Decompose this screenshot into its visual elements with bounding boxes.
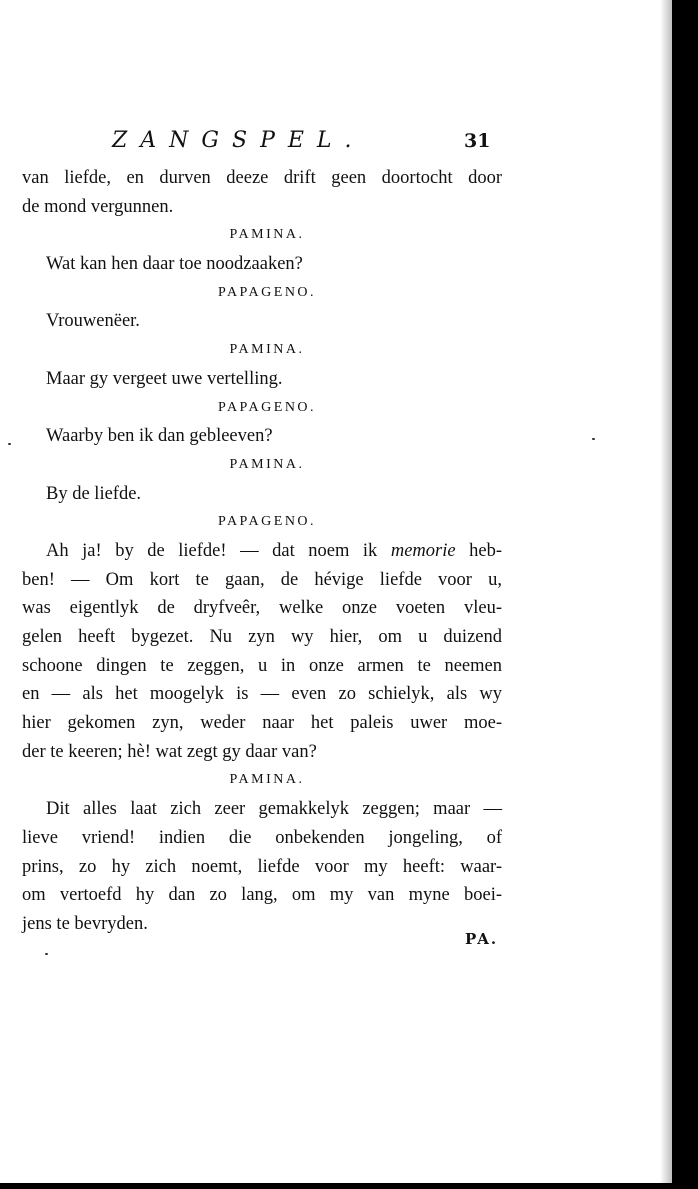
speaker-name: PAPAGENO. [217, 399, 317, 415]
text-line: Maar gy vergeet uwe vertelling. [46, 368, 283, 389]
text-line: ben! — Om kort te gaan, de hévige liefde voor u, [22, 569, 502, 590]
body-text [22, 164, 502, 939]
text-line: der te keeren; hè! wat zegt gy daar van? [22, 741, 317, 762]
text-line: was eigentlyk de dryfveêr, welke onze voeten vleu- [22, 598, 502, 619]
text-line: de mond vergunnen. [22, 196, 174, 217]
text-line: Wat kan hen daar toe noodzaaken? [46, 254, 303, 275]
text-line: gelen heeft bygezet. Nu zyn wy hier, om u duizend [22, 627, 502, 647]
text-line: van liefde, en durven deeze drift geen doortocht door [22, 168, 502, 188]
page-number: 31 [464, 130, 491, 152]
scan-edge-shadow [672, 0, 698, 1189]
text-line: Vrouwenëer. [46, 311, 140, 332]
speaker-name: PAPAGENO. [217, 284, 317, 300]
text-line: Waarby ben ik dan gebleeven? [46, 426, 273, 447]
text-line: jens te bevryden. [22, 913, 148, 934]
page-header [112, 128, 492, 160]
text-line: By de liefde. [46, 483, 142, 504]
speaker-name: PAMINA. [229, 227, 305, 243]
speaker-name: PAMINA. [229, 342, 305, 358]
ink-speck [8, 443, 11, 445]
ink-speck [592, 438, 595, 440]
scan-bottom-edge [0, 1183, 698, 1189]
text-line: prins, zo hy zich noemt, liefde voor my heeft: waar- [22, 856, 502, 877]
speaker-name: PAMINA. [229, 456, 305, 472]
text-line: om vertoefd hy dan zo lang, om my van myne boei- [22, 885, 502, 906]
running-head: ZANGSPEL. [112, 128, 365, 153]
catchword: PA. [465, 930, 499, 948]
speaker-name: PAPAGENO. [217, 514, 317, 530]
text-line: hier gekomen zyn, weder naar het paleis uwer moe- [22, 713, 502, 734]
text-line: en — als het moogelyk is — even zo schielyk, als wy [22, 684, 502, 705]
text-line: lieve vriend! indien die onbekenden jongeling, of [22, 827, 502, 848]
text-line: Dit alles laat zich zeer gemakkelyk zeggen; maar — [46, 799, 502, 820]
italic-word: memorie [390, 540, 456, 561]
ink-speck [45, 953, 48, 955]
text-line: Ah ja! by de liefde! — dat noem ik memorie heb- [46, 540, 502, 561]
speaker-name: PAMINA. [229, 772, 305, 788]
text-line: schoone dingen te zeggen, u in onze armen te neemen [22, 655, 502, 676]
